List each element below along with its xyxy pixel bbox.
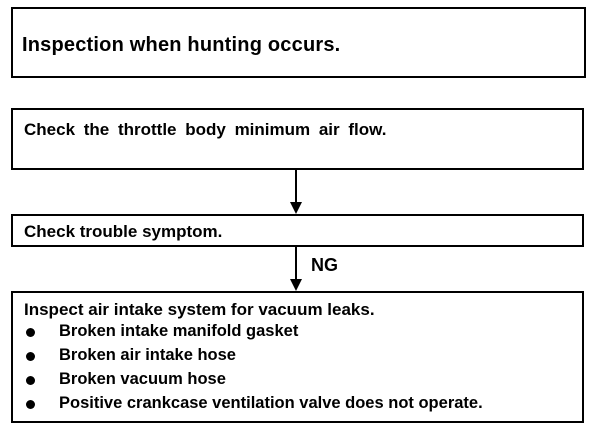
flow-arrow-1 — [288, 170, 304, 214]
step-box-throttle-check — [11, 108, 584, 170]
cause-text: Broken air intake hose — [59, 346, 236, 364]
step-box-vacuum-leaks — [11, 291, 584, 423]
step-text-throttle-check: Check the throttle body minimum air flow. — [24, 120, 387, 139]
flow-arrow-2 — [288, 247, 304, 291]
step-text-vacuum-leaks: Inspect air intake system for vacuum leaks. — [24, 300, 375, 319]
branch-label-ng: NG — [311, 255, 338, 275]
title-box — [11, 7, 586, 78]
step-box-trouble-symptom — [11, 214, 584, 247]
cause-text: Broken intake manifold gasket — [59, 322, 299, 340]
bullet-dot-icon — [26, 400, 35, 409]
flow-arrow-1-shaft — [295, 170, 297, 204]
diagram-title: Inspection when hunting occurs. — [22, 34, 341, 56]
bullet-dot-icon — [26, 376, 35, 385]
cause-text: Positive crankcase ventilation valve does not operate. — [59, 394, 483, 412]
flow-arrow-2-head — [290, 279, 302, 291]
cause-text: Broken vacuum hose — [59, 370, 226, 388]
step-text-trouble-symptom: Check trouble symptom. — [24, 222, 223, 241]
flow-arrow-1-head — [290, 202, 302, 214]
bullet-dot-icon — [26, 352, 35, 361]
flow-arrow-2-shaft — [295, 247, 297, 281]
bullet-dot-icon — [26, 328, 35, 337]
